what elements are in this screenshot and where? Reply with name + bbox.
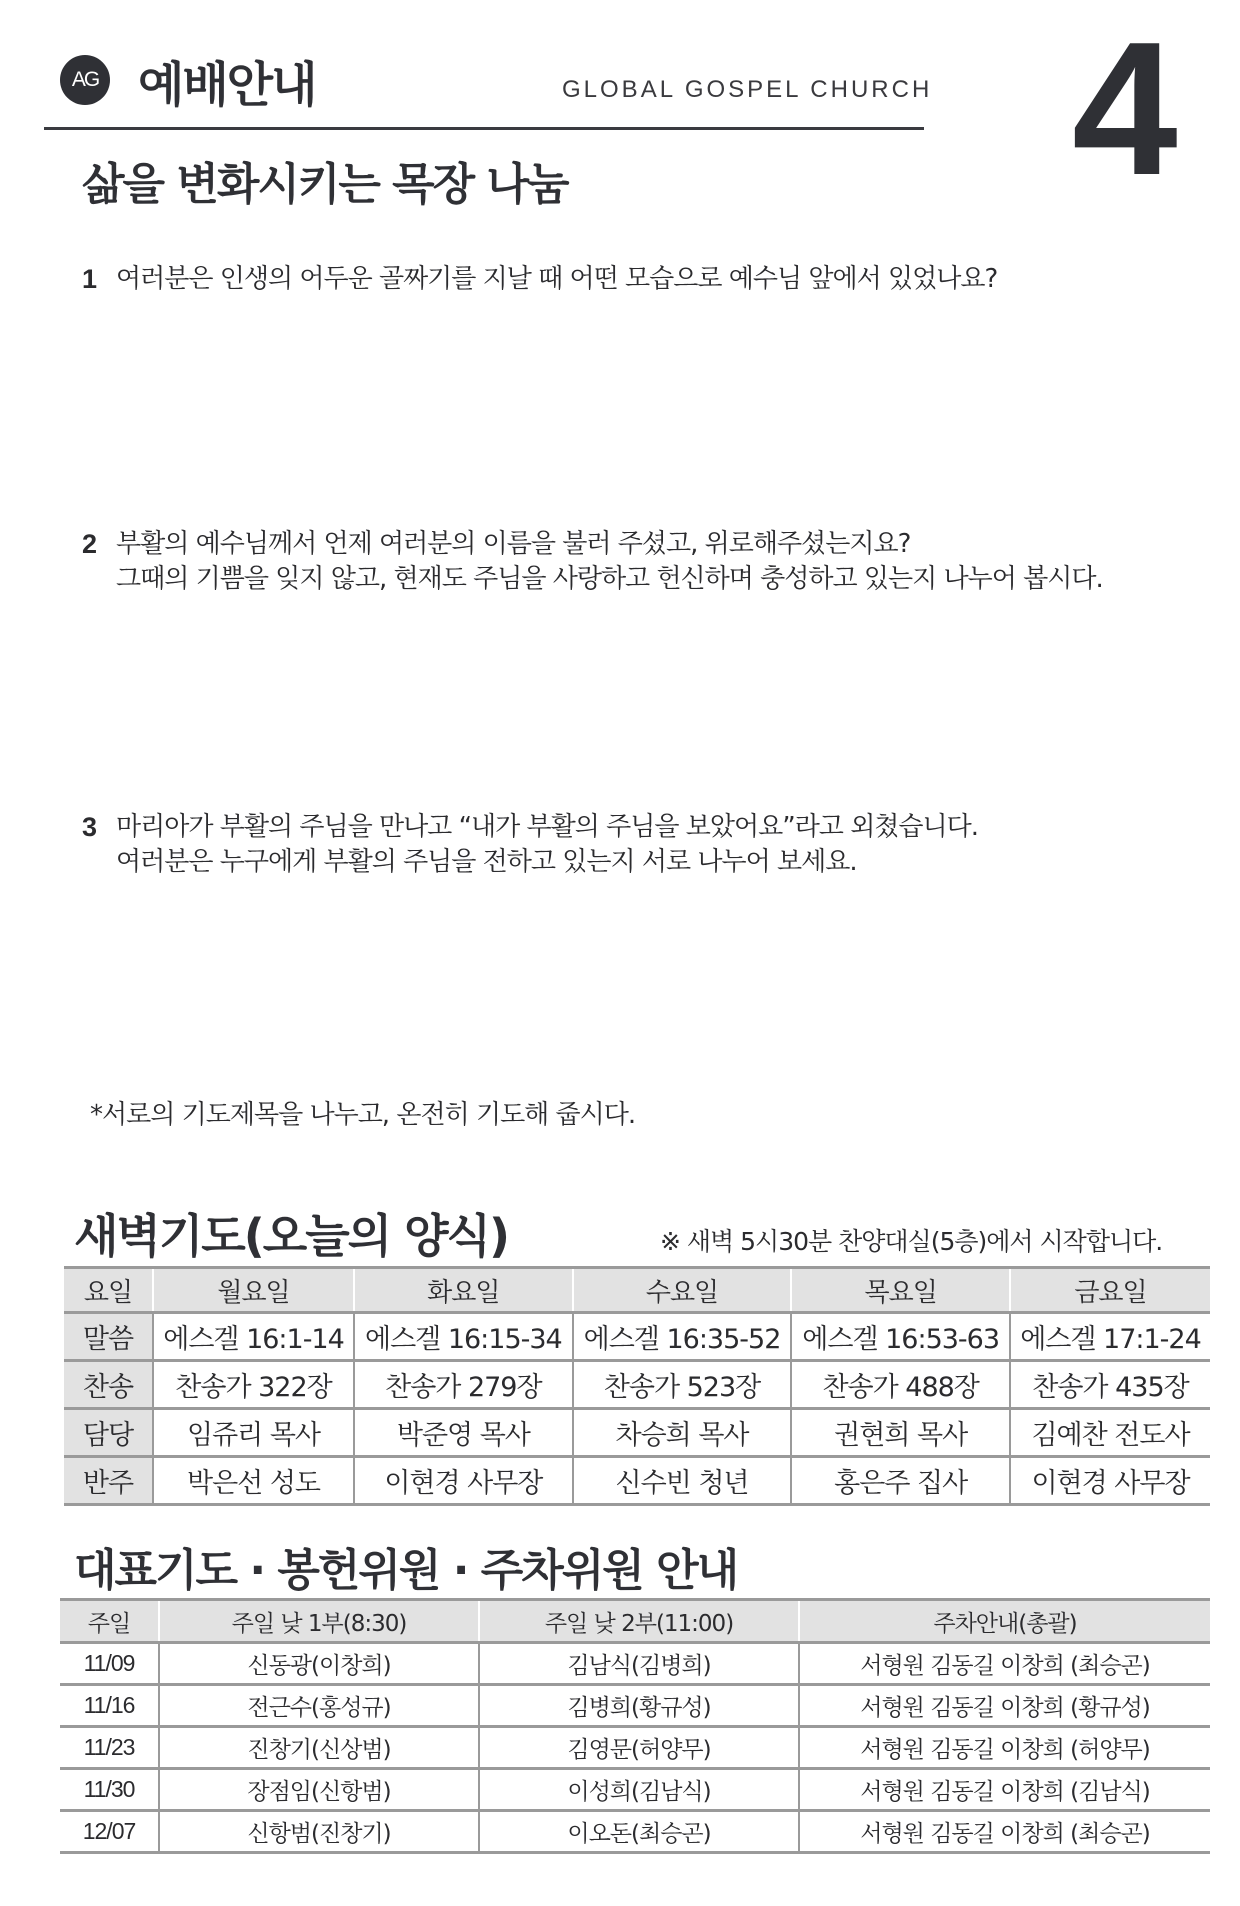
date-cell: 11/23 [60, 1727, 159, 1769]
table-cell: 찬송가 523장 [573, 1361, 792, 1409]
date-cell: 11/16 [60, 1685, 159, 1727]
table-cell: 박은선 성도 [153, 1457, 354, 1505]
table-cell: 이현경 사무장 [1010, 1457, 1210, 1505]
prayer-note: *서로의 기도제목을 나누고, 온전히 기도해 줍시다. [90, 1100, 636, 1130]
table-row [60, 1727, 1210, 1769]
column-header: 수요일 [573, 1268, 792, 1313]
church-name: GLOBAL GOSPEL CHURCH [562, 76, 933, 103]
table-cell: 서형원 김동길 이창희 (허양무) [799, 1727, 1210, 1769]
table-cell: 서형원 김동길 이창희 (최승곤) [799, 1811, 1210, 1853]
date-cell: 11/09 [60, 1643, 159, 1685]
table-cell: 에스겔 16:35-52 [573, 1313, 792, 1361]
section-label: 예배안내 [138, 57, 316, 113]
row-header: 반주 [64, 1457, 153, 1505]
table-cell: 이성희(김남식) [479, 1769, 799, 1811]
table-cell: 에스겔 16:15-34 [354, 1313, 573, 1361]
page-title: 삶을 변화시키는 목장 나눔 [82, 159, 568, 210]
question-number: 3 [82, 812, 98, 842]
table-row [64, 1361, 1210, 1409]
table-cell: 이현경 사무장 [354, 1457, 573, 1505]
column-header: 월요일 [153, 1268, 354, 1313]
table-cell: 찬송가 322장 [153, 1361, 354, 1409]
table-row [60, 1685, 1210, 1727]
table-row [64, 1409, 1210, 1457]
table-row [64, 1313, 1210, 1361]
table-cell: 에스겔 16:53-63 [791, 1313, 1010, 1361]
row-header: 담당 [64, 1409, 153, 1457]
table-cell: 김병희(황규성) [479, 1685, 799, 1727]
table-cell: 신항범(진창기) [159, 1811, 479, 1853]
row-header: 말씀 [64, 1313, 153, 1361]
question-number: 2 [82, 529, 98, 559]
question-text [116, 262, 1182, 297]
page-number: 4 [1072, 3, 1178, 215]
question-line: 여러분은 인생의 어두운 골짜기를 지날 때 어떤 모습으로 예수님 앞에서 있었나요? [116, 264, 998, 294]
column-header: 주일 낮 1부(8:30) [159, 1600, 479, 1643]
table-cell: 박준영 목사 [354, 1409, 573, 1457]
table-cell: 김예찬 전도사 [1010, 1409, 1210, 1457]
table-cell: 찬송가 488장 [791, 1361, 1010, 1409]
table-cell: 김영문(허양무) [479, 1727, 799, 1769]
column-header: 주차안내(총괄) [799, 1600, 1210, 1643]
dawn-prayer-table [64, 1266, 1210, 1506]
table-cell: 서형원 김동길 이창희 (김남식) [799, 1769, 1210, 1811]
question-line: 마리아가 부활의 주님을 만나고 “내가 부활의 주님을 보았어요”라고 외쳤습니다. [116, 812, 979, 842]
table-header-row [60, 1600, 1210, 1643]
table-row [60, 1769, 1210, 1811]
question-text [116, 810, 1182, 880]
table-cell: 신수빈 청년 [573, 1457, 792, 1505]
table-cell: 권현희 목사 [791, 1409, 1010, 1457]
date-cell: 12/07 [60, 1811, 159, 1853]
table-cell: 찬송가 435장 [1010, 1361, 1210, 1409]
table-cell: 서형원 김동길 이창희 (황규성) [799, 1685, 1210, 1727]
table-row [60, 1643, 1210, 1685]
roles-title: 대표기도 · 봉헌위원 · 주차위원 안내 [74, 1545, 738, 1596]
question-text [116, 527, 1182, 597]
dawn-prayer-title: 새벽기도(오늘의 양식) [74, 1209, 508, 1263]
column-header: 주일 [60, 1600, 159, 1643]
question-2 [82, 527, 1182, 597]
table-cell: 에스겔 16:1-14 [153, 1313, 354, 1361]
table-cell: 신동광(이창희) [159, 1643, 479, 1685]
question-line: 여러분은 누구에게 부활의 주님을 전하고 있는지 서로 나누어 보세요. [116, 847, 857, 877]
column-header: 화요일 [354, 1268, 573, 1313]
column-header: 요일 [64, 1268, 153, 1313]
row-header: 찬송 [64, 1361, 153, 1409]
column-header: 주일 낮 2부(11:00) [479, 1600, 799, 1643]
table-cell: 에스겔 17:1-24 [1010, 1313, 1210, 1361]
column-header: 금요일 [1010, 1268, 1210, 1313]
question-line: 부활의 예수님께서 언제 여러분의 이름을 불러 주셨고, 위로해주셨는지요? [116, 529, 911, 559]
table-cell: 서형원 김동길 이창희 (최승곤) [799, 1643, 1210, 1685]
table-cell: 전근수(홍성규) [159, 1685, 479, 1727]
question-number: 1 [82, 264, 98, 294]
table-cell: 임쥬리 목사 [153, 1409, 354, 1457]
question-3 [82, 810, 1182, 880]
table-cell: 진창기(신상범) [159, 1727, 479, 1769]
table-cell: 이오돈(최승곤) [479, 1811, 799, 1853]
table-cell: 김남식(김병희) [479, 1643, 799, 1685]
column-header: 목요일 [791, 1268, 1010, 1313]
question-line: 그때의 기쁨을 잊지 않고, 현재도 주님을 사랑하고 헌신하며 충성하고 있는지 나누어 봅시다. [116, 564, 1103, 594]
table-row [64, 1457, 1210, 1505]
header-divider [44, 127, 924, 130]
table-cell: 홍은주 집사 [791, 1457, 1010, 1505]
roles-table [60, 1598, 1210, 1854]
question-1 [82, 262, 1182, 297]
table-cell: 찬송가 279장 [354, 1361, 573, 1409]
table-cell: 차승희 목사 [573, 1409, 792, 1457]
table-row [60, 1811, 1210, 1853]
table-header-row [64, 1268, 1210, 1313]
dawn-prayer-note: ※ 새벽 5시30분 찬양대실(5층)에서 시작합니다. [660, 1227, 1163, 1256]
date-cell: 11/30 [60, 1769, 159, 1811]
table-cell: 장점임(신항범) [159, 1769, 479, 1811]
church-logo: AG [60, 55, 110, 105]
